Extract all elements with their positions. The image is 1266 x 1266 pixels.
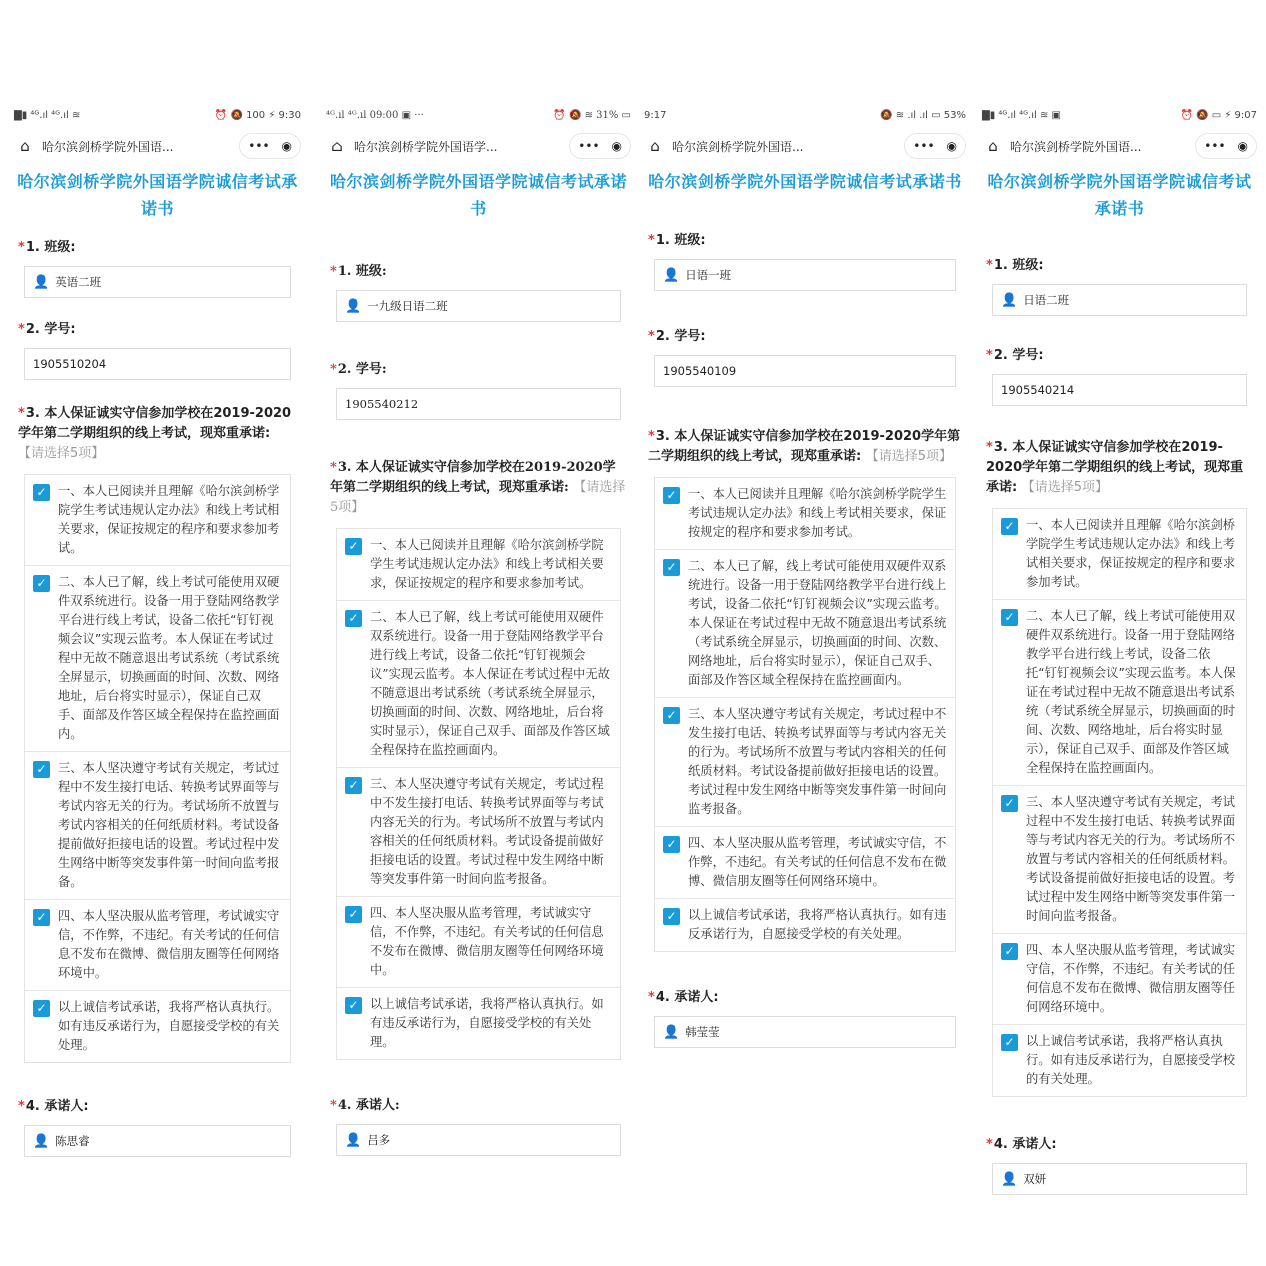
- user-icon: 👤: [1001, 1171, 1018, 1187]
- question-label: [986, 346, 1253, 366]
- nav-bar: [978, 130, 1261, 162]
- checkbox-option[interactable]: [25, 900, 290, 991]
- checkbox-checked-icon[interactable]: ✓: [345, 997, 362, 1014]
- question-pledge: [322, 458, 635, 1060]
- checkbox-option[interactable]: [337, 768, 620, 897]
- more-icon[interactable]: •••: [248, 139, 270, 153]
- question-label: [18, 1097, 297, 1117]
- checkbox-option[interactable]: [337, 529, 620, 601]
- signer-input-value: 陈思睿: [55, 1134, 90, 1148]
- signer-input[interactable]: [992, 1163, 1247, 1195]
- phone-screen: [640, 100, 970, 1250]
- question-pledge: [640, 427, 970, 952]
- checkbox-option[interactable]: [25, 475, 290, 566]
- class-input-value: 英语二班: [55, 275, 102, 289]
- checkbox-checked-icon[interactable]: ✓: [663, 836, 680, 853]
- question-pledge: [10, 404, 305, 1063]
- checkbox-checked-icon[interactable]: ✓: [33, 575, 50, 592]
- status-bar-right: ⏰ 🔕 ≋ 31% ▭: [553, 109, 631, 121]
- question-label: [18, 238, 297, 258]
- checkbox-group: [336, 528, 621, 1060]
- question-label: [330, 262, 627, 282]
- option-text: 以上诚信考试承诺，我将严格认真执行。如有违反承诺行为，自愿接受学校的有关处理。: [58, 1000, 280, 1052]
- user-icon: 👤: [663, 267, 680, 283]
- select-hint: 【请选择5项】: [330, 480, 626, 515]
- question-label-text: 2. 学号:: [337, 362, 387, 377]
- question-label-text: 1. 班级:: [25, 240, 76, 255]
- question-label: [648, 231, 962, 251]
- option-text: 一、本人已阅读并且理解《哈尔滨剑桥学院学生考试违规认定办法》和线上考试相关要求，保证按规定的程序和要求参加考试。: [58, 484, 280, 555]
- checkbox-checked-icon[interactable]: ✓: [663, 908, 680, 925]
- form-title: 哈尔滨剑桥学院外国语学院诚信考试承诺书: [987, 172, 1252, 218]
- select-hint: 【请选择5项】: [18, 446, 105, 461]
- question-label-text: 3. 本人保证诚实守信参加学校在2019-2020学年第二学期组织的线上考试，现郑重承诺:: [18, 406, 292, 441]
- checkbox-option[interactable]: [25, 752, 290, 900]
- nav-bar: [322, 130, 635, 162]
- status-bar: [322, 100, 635, 130]
- user-icon: 👤: [663, 1024, 680, 1040]
- class-input-value: 日语二班: [1023, 293, 1070, 307]
- question-class: [322, 262, 635, 322]
- question-label-text: 4. 承诺人:: [993, 1137, 1057, 1152]
- question-label: [648, 327, 962, 347]
- checkbox-option[interactable]: [993, 934, 1246, 1025]
- checkbox-option[interactable]: [337, 988, 620, 1059]
- phone-screen: [322, 100, 635, 1250]
- user-icon: 👤: [33, 274, 50, 290]
- required-mark: *: [18, 406, 25, 421]
- required-mark: *: [648, 233, 655, 248]
- checkbox-group: [24, 474, 291, 1063]
- question-label-text: 1. 班级:: [655, 233, 706, 248]
- miniprogram-capsule: [239, 133, 301, 159]
- checkbox-option[interactable]: [655, 899, 955, 951]
- question-label-text: 2. 学号:: [655, 329, 706, 344]
- checkbox-checked-icon[interactable]: ✓: [663, 559, 680, 576]
- class-input[interactable]: [24, 266, 291, 298]
- status-bar-left: ▇▮ ⁴ᴳ.ıl ⁴ᴳ.ıl ≋ ▣: [982, 109, 1061, 121]
- required-mark: *: [986, 440, 993, 455]
- question-signer: [322, 1096, 635, 1156]
- question-student-id: [10, 320, 305, 380]
- question-label: [330, 360, 627, 380]
- status-bar-right: 🔕 ≋ .ıl .ıl ▭ 53%: [880, 109, 966, 121]
- checkbox-checked-icon[interactable]: ✓: [1001, 943, 1018, 960]
- checkbox-checked-icon[interactable]: ✓: [663, 707, 680, 724]
- checkbox-checked-icon[interactable]: ✓: [33, 761, 50, 778]
- option-text: 三、本人坚决遵守考试有关规定，考试过程中不发生接打电话、转换考试界面等与考试内容无关的行为。考试场所不放置与考试内容相关的任何纸质材料。考试设备提前做好拒接电话的设置。考试过程中发生网络中断等突发事件第一时间向监考报备。: [1026, 795, 1236, 923]
- checkbox-checked-icon[interactable]: ✓: [33, 1000, 50, 1017]
- option-text: 二、本人已了解，线上考试可能使用双硬件双系统进行。设备一用于登陆网络教学平台进行线上考试，设备二依托“钉钉视频会议”实现云监考。本人保证在考试过程中无故不随意退出考试系统（考试系统全屏显示，切换画面的时间、次数、网络地址，后台将实时显示），保证自己双手、面部及作答区域全程保持在监控画面内。: [1026, 609, 1236, 775]
- checkbox-checked-icon[interactable]: ✓: [33, 484, 50, 501]
- required-mark: *: [330, 460, 337, 475]
- checkbox-checked-icon[interactable]: ✓: [1001, 609, 1018, 626]
- question-label: [648, 427, 962, 467]
- user-icon: 👤: [1001, 292, 1018, 308]
- user-icon: 👤: [345, 298, 362, 314]
- question-class: [640, 231, 970, 291]
- close-miniprogram-icon[interactable]: ◉: [611, 139, 622, 153]
- miniprogram-capsule: [1195, 133, 1257, 159]
- question-signer: [10, 1097, 305, 1157]
- question-student-id: [978, 346, 1261, 406]
- option-text: 四、本人坚决服从监考管理，考试诚实守信，不作弊，不违纪。有关考试的任何信息不发布在微博、微信朋友圈等任何网络环境中。: [688, 836, 947, 888]
- checkbox-option[interactable]: [25, 991, 290, 1062]
- signer-input-value: 吕多: [367, 1133, 391, 1147]
- question-label: [330, 1096, 627, 1116]
- more-icon[interactable]: •••: [578, 139, 600, 153]
- required-mark: *: [18, 322, 25, 337]
- checkbox-option[interactable]: [655, 478, 955, 550]
- checkbox-option[interactable]: [655, 827, 955, 899]
- checkbox-checked-icon[interactable]: ✓: [345, 777, 362, 794]
- status-bar: [10, 100, 305, 130]
- question-label-text: 3. 本人保证诚实守信参加学校在2019-2020学年第二学期组织的线上考试，现郑重承诺:: [986, 440, 1244, 495]
- home-icon[interactable]: ⌂: [650, 137, 660, 155]
- option-text: 一、本人已阅读并且理解《哈尔滨剑桥学院学生考试违规认定办法》和线上考试相关要求，保证按规定的程序和要求参加考试。: [370, 538, 604, 590]
- signer-input[interactable]: [24, 1125, 291, 1157]
- signer-input[interactable]: [336, 1124, 621, 1156]
- checkbox-group: [654, 477, 956, 952]
- checkbox-checked-icon[interactable]: ✓: [1001, 1034, 1018, 1051]
- checkbox-option[interactable]: [25, 566, 290, 752]
- select-hint: 【请选择5项】: [865, 449, 953, 464]
- required-mark: *: [986, 258, 993, 273]
- checkbox-checked-icon[interactable]: ✓: [345, 610, 362, 627]
- status-bar-right: ⏰ 🔕 ▭ ⚡ 9:07: [1180, 109, 1257, 121]
- checkbox-option[interactable]: [993, 786, 1246, 934]
- signer-input-value: 韩莹莹: [685, 1025, 720, 1039]
- checkbox-option[interactable]: [655, 698, 955, 827]
- question-label-text: 1. 班级:: [337, 264, 387, 279]
- student-id-value: 1905540214: [1001, 383, 1075, 397]
- student-id-input[interactable]: [992, 374, 1247, 406]
- question-label-text: 2. 学号:: [25, 322, 76, 337]
- close-miniprogram-icon[interactable]: ◉: [1237, 139, 1248, 153]
- option-text: 一、本人已阅读并且理解《哈尔滨剑桥学院学生考试违规认定办法》和线上考试相关要求，保证按规定的程序和要求参加考试。: [688, 487, 947, 539]
- checkbox-checked-icon[interactable]: ✓: [33, 909, 50, 926]
- form-title: 哈尔滨剑桥学院外国语学院诚信考试承诺书: [17, 172, 298, 218]
- question-label-text: 4. 承诺人:: [337, 1098, 400, 1113]
- option-text: 二、本人已了解，线上考试可能使用双硬件双系统进行。设备一用于登陆网络教学平台进行线上考试，设备二依托“钉钉视频会议”实现云监考。本人保证在考试过程中无故不随意退出考试系统（考试系统全屏显示，切换画面的时间、次数、网络地址，后台将实时显示），保证自己双手、面部及作答区域全程保持在监控画面内。: [688, 559, 947, 687]
- option-text: 以上诚信考试承诺，我将严格认真执行。如有违反承诺行为，自愿接受学校的有关处理。: [688, 908, 947, 941]
- question-label-text: 1. 班级:: [993, 258, 1044, 273]
- question-label: [330, 458, 627, 518]
- option-text: 三、本人坚决遵守考试有关规定，考试过程中不发生接打电话、转换考试界面等与考试内容无关的行为。考试场所不放置与考试内容相关的任何纸质材料。考试设备提前做好拒接电话的设置。考试过程中发生网络中断等突发事件第一时间向监考报备。: [58, 761, 280, 889]
- question-label-text: 3. 本人保证诚实守信参加学校在2019-2020学年第二学期组织的线上考试，现郑重承诺:: [648, 429, 961, 464]
- status-bar-left: ▇▮ ⁴ᴳ.ıl ⁴ᴳ.ıl ≋: [14, 109, 81, 121]
- required-mark: *: [986, 1137, 993, 1152]
- user-icon: 👤: [345, 1132, 362, 1148]
- question-label: [986, 256, 1253, 276]
- required-mark: *: [648, 429, 655, 444]
- nav-bar: [10, 130, 305, 162]
- miniprogram-capsule: [904, 133, 966, 159]
- required-mark: *: [18, 1099, 25, 1114]
- student-id-value: 1905540109: [663, 364, 737, 378]
- required-mark: *: [648, 990, 655, 1005]
- required-mark: *: [330, 1098, 337, 1113]
- status-bar-left: ⁴ᴳ.ıl ⁴ᴳ.ıl 09:00 ▣ ···: [326, 109, 424, 121]
- form-title: 哈尔滨剑桥学院外国语学院诚信考试承诺书: [648, 172, 962, 191]
- checkbox-checked-icon[interactable]: ✓: [1001, 795, 1018, 812]
- question-label-text: 2. 学号:: [993, 348, 1044, 363]
- option-text: 四、本人坚决服从监考管理，考试诚实守信，不作弊，不违纪。有关考试的任何信息不发布在微博、微信朋友圈等任何网络环境中。: [58, 909, 280, 980]
- signer-input[interactable]: [654, 1016, 956, 1048]
- option-text: 二、本人已了解，线上考试可能使用双硬件双系统进行。设备一用于登陆网络教学平台进行线上考试，设备二依托“钉钉视频会议”实现云监考。本人保证在考试过程中无故不随意退出考试系统（考试系统全屏显示，切换画面的时间、次数、网络地址，后台将实时显示），保证自己双手、面部及作答区域全程保持在监控画面内。: [370, 610, 610, 757]
- home-icon[interactable]: ⌂: [988, 137, 998, 155]
- student-id-input[interactable]: [654, 355, 956, 387]
- class-input[interactable]: [992, 284, 1247, 316]
- miniprogram-capsule: [569, 133, 631, 159]
- nav-title: 哈尔滨剑桥学院外国语...: [42, 139, 174, 154]
- class-input[interactable]: [336, 290, 621, 322]
- checkbox-checked-icon[interactable]: ✓: [1001, 518, 1018, 535]
- option-text: 四、本人坚决服从监考管理，考试诚实守信，不作弊，不违纪。有关考试的任何信息不发布在微博、微信朋友圈等任何网络环境中。: [1026, 943, 1236, 1014]
- question-student-id: [640, 327, 970, 387]
- student-id-value: 1905510204: [33, 357, 107, 371]
- user-icon: 👤: [33, 1133, 50, 1149]
- checkbox-checked-icon[interactable]: ✓: [345, 906, 362, 923]
- required-mark: *: [986, 348, 993, 363]
- checkbox-option[interactable]: [337, 601, 620, 768]
- question-class: [978, 256, 1261, 316]
- status-bar-right: ⏰ 🔕 100 ⚡ 9:30: [214, 109, 301, 121]
- class-input[interactable]: [654, 259, 956, 291]
- more-icon[interactable]: •••: [1204, 139, 1226, 153]
- nav-title: 哈尔滨剑桥学院外国语...: [672, 139, 804, 154]
- question-signer: [978, 1135, 1261, 1195]
- checkbox-option[interactable]: [993, 600, 1246, 786]
- question-student-id: [322, 360, 635, 420]
- required-mark: *: [648, 329, 655, 344]
- question-label-text: 4. 承诺人:: [655, 990, 719, 1005]
- checkbox-option[interactable]: [993, 1025, 1246, 1096]
- question-label: [18, 404, 297, 464]
- question-pledge: [978, 438, 1261, 1097]
- nav-title: 哈尔滨剑桥学院外国语...: [1010, 139, 1142, 154]
- option-text: 三、本人坚决遵守考试有关规定，考试过程中不发生接打电话、转换考试界面等与考试内容无关的行为。考试场所不放置与考试内容相关的任何纸质材料。考试设备提前做好拒接电话的设置。考试过程中发生网络中断等突发事件第一时间向监考报备。: [370, 777, 604, 886]
- option-text: 二、本人已了解，线上考试可能使用双硬件双系统进行。设备一用于登陆网络教学平台进行线上考试，设备二依托“钉钉视频会议”实现云监考。本人保证在考试过程中无故不随意退出考试系统（考试系统全屏显示，切换画面的时间、次数、网络地址，后台将实时显示），保证自己双手、面部及作答区域全程保持在监控画面内。: [58, 575, 280, 741]
- checkbox-checked-icon[interactable]: ✓: [663, 487, 680, 504]
- status-bar-left: 9:17: [644, 109, 667, 121]
- question-label-text: 4. 承诺人:: [25, 1099, 89, 1114]
- checkbox-option[interactable]: [337, 897, 620, 988]
- checkbox-option[interactable]: [655, 550, 955, 698]
- question-signer: [640, 988, 970, 1048]
- close-miniprogram-icon[interactable]: ◉: [281, 139, 292, 153]
- status-bar: [640, 100, 970, 130]
- more-icon[interactable]: •••: [913, 139, 935, 153]
- option-text: 三、本人坚决遵守考试有关规定，考试过程中不发生接打电话、转换考试界面等与考试内容无关的行为。考试场所不放置与考试内容相关的任何纸质材料。考试设备提前做好拒接电话的设置。考试过程中发生网络中断等突发事件第一时间向监考报备。: [688, 707, 947, 816]
- class-input-value: 一九级日语二班: [367, 299, 448, 313]
- form-title: 哈尔滨剑桥学院外国语学院诚信考试承诺书: [329, 172, 627, 218]
- required-mark: *: [330, 264, 337, 279]
- option-text: 一、本人已阅读并且理解《哈尔滨剑桥学院学生考试违规认定办法》和线上考试相关要求，保证按规定的程序和要求参加考试。: [1026, 518, 1236, 589]
- required-mark: *: [330, 362, 337, 377]
- question-label: [986, 1135, 1253, 1155]
- status-bar: [978, 100, 1261, 130]
- nav-bar: [640, 130, 970, 162]
- select-hint: 【请选择5项】: [1021, 480, 1109, 495]
- phone-screen: [978, 100, 1261, 1250]
- student-id-input[interactable]: [336, 388, 621, 420]
- checkbox-group: [992, 508, 1247, 1097]
- option-text: 以上诚信考试承诺，我将严格认真执行。如有违反承诺行为，自愿接受学校的有关处理。: [1026, 1034, 1236, 1086]
- option-text: 四、本人坚决服从监考管理，考试诚实守信，不作弊，不违纪。有关考试的任何信息不发布在微博、微信朋友圈等任何网络环境中。: [370, 906, 604, 977]
- close-miniprogram-icon[interactable]: ◉: [946, 139, 957, 153]
- question-label-text: 3. 本人保证诚实守信参加学校在2019-2020学年第二学期组织的线上考试，现郑重承诺:: [330, 460, 616, 495]
- phone-screen: [10, 100, 305, 1250]
- home-icon[interactable]: ⌂: [20, 137, 30, 155]
- student-id-value: 1905540212: [345, 397, 419, 411]
- class-input-value: 日语一班: [685, 268, 732, 282]
- option-text: 以上诚信考试承诺，我将严格认真执行。如有违反承诺行为，自愿接受学校的有关处理。: [370, 997, 604, 1049]
- question-label: [18, 320, 297, 340]
- signer-input-value: 双妍: [1023, 1172, 1047, 1186]
- nav-title: 哈尔滨剑桥学院外国语学...: [354, 139, 498, 154]
- student-id-input[interactable]: [24, 348, 291, 380]
- checkbox-option[interactable]: [993, 509, 1246, 600]
- question-class: [10, 238, 305, 298]
- question-label: [986, 438, 1253, 498]
- question-label: [648, 988, 962, 1008]
- home-icon[interactable]: ⌂: [331, 137, 343, 155]
- checkbox-checked-icon[interactable]: ✓: [345, 538, 362, 555]
- required-mark: *: [18, 240, 25, 255]
